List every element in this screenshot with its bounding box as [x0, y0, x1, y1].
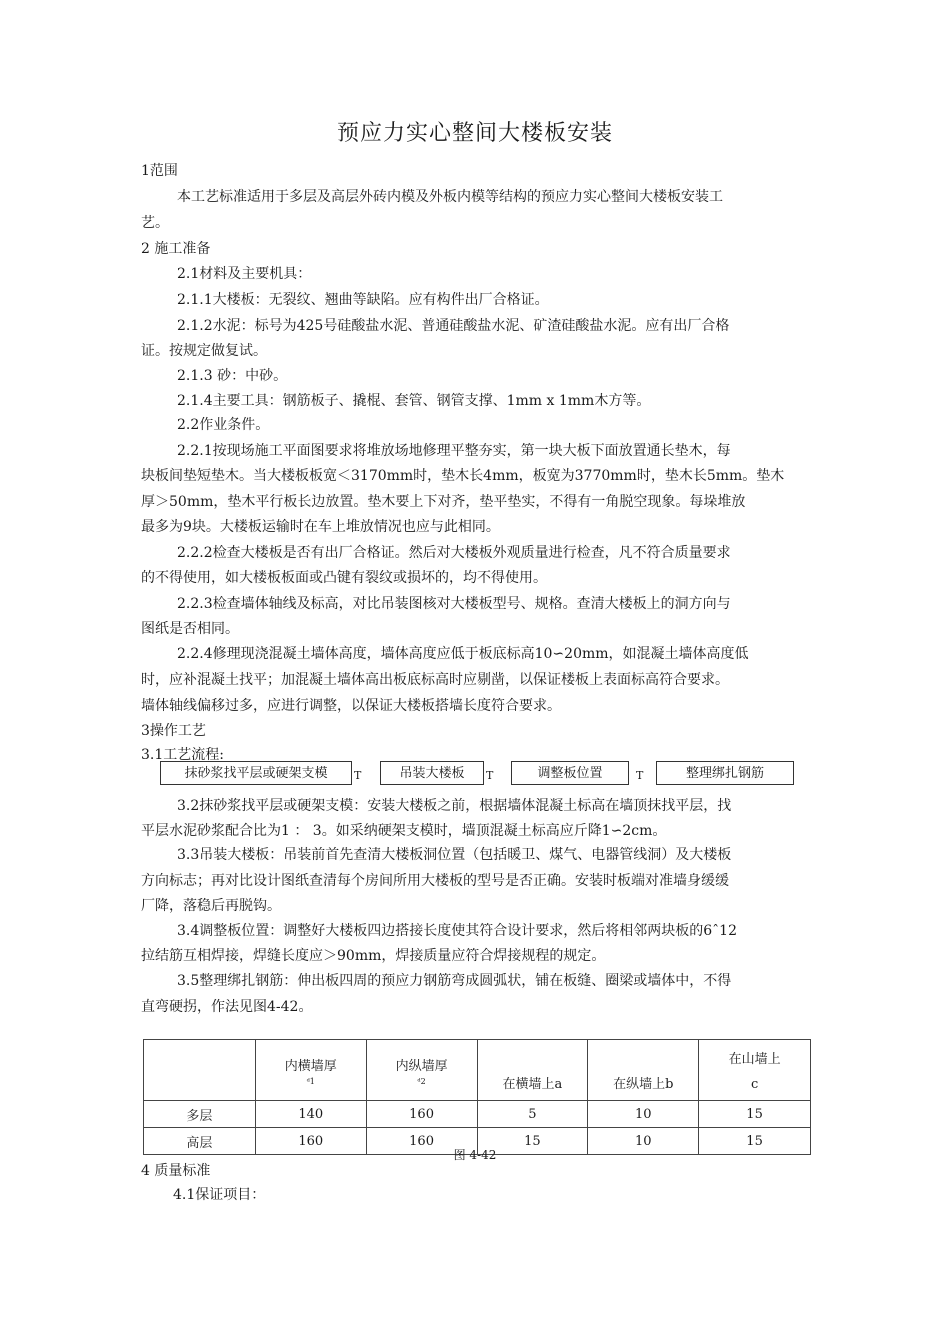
table-cell: 160 — [255, 1128, 366, 1155]
section-heading: 1范围 — [141, 163, 178, 179]
table-cell: 140 — [255, 1101, 366, 1128]
paragraph-line: 拉结筋互相焊接，焊缝长度应＞90mm，焊接质量应符合焊接规程的规定。 — [141, 948, 606, 964]
header-label: 内纵墙厚 — [395, 1058, 448, 1074]
table-cell: 160 — [366, 1101, 477, 1128]
flow-step: 调整板位置 — [511, 761, 629, 785]
header-label: 内横墙厚 — [284, 1058, 337, 1074]
header-subscript: ᵈ2 — [417, 1076, 426, 1086]
table-header-cell — [255, 1040, 366, 1101]
paragraph-line: 4.1保证项目： — [173, 1187, 266, 1203]
table-cell: 15 — [699, 1101, 811, 1128]
table-cell: 10 — [588, 1128, 699, 1155]
paragraph-line: 艺。 — [141, 215, 169, 231]
paragraph-line: 方向标志；再对比设计图纸查清每个房间所用大楼板的型号是否正确。安装时板端对准墙身缓缓 — [141, 873, 729, 889]
paragraph-line: 3.3吊装大楼板：吊装前首先查清大楼板洞位置（包括暖卫、煤气、电器管线洞）及大楼板 — [177, 847, 732, 863]
paragraph-line: 2.2.4修理现浇混凝土墙体高度，墙体高度应低于板底标高10∽20mm，如混凝土墙体高度低 — [177, 646, 749, 662]
paragraph-line: 2.1.2水泥：标号为425号硅酸盐水泥、普通硅酸盐水泥、矿渣硅酸盐水泥。应有出厂合格 — [177, 318, 730, 334]
page-title: 预应力实心整间大楼板安装 — [336, 121, 613, 146]
paragraph-line: 2.2作业条件。 — [177, 417, 270, 433]
paragraph-line: 厂降，落稳后再脱钩。 — [141, 898, 281, 914]
paragraph-line: 2.2.2检查大楼板是否有出厂合格证。然后对大楼板外观质量进行检查，凡不符合质量要求 — [177, 545, 731, 561]
paragraph-line: 最多为9块。大楼板运输时在车上堆放情况也应与此相同。 — [141, 519, 500, 535]
paragraph-line: 2.1.4主要工具：钢筋板子、撬棍、套管、钢管支撑、1mm x 1mm木方等。 — [177, 393, 651, 409]
section-heading: 4 质量标准 — [141, 1163, 211, 1179]
table-header-cell — [366, 1040, 477, 1101]
section-heading: 3操作工艺 — [141, 723, 206, 739]
header-label: 在纵墙上b — [613, 1077, 674, 1092]
paragraph-line: 本工艺标准适用于多层及高层外砖内模及外板内模等结构的预应力实心整间大楼板安装工 — [177, 189, 723, 205]
table-cell: 15 — [699, 1128, 811, 1155]
table-cell: 160 — [366, 1128, 477, 1155]
flow-step: 抹砂浆找平层或硬架支模 — [160, 761, 352, 785]
flow-step: 整理绑扎钢筋 — [656, 761, 794, 785]
paragraph-line: 2.1材料及主要机具： — [177, 266, 312, 282]
flow-step: 吊装大楼板 — [380, 761, 484, 785]
paragraph-line: 2.1.3 砂：中砂。 — [177, 368, 288, 384]
paragraph-line: 3.5整理绑扎钢筋：伸出板四周的预应力钢筋弯成圆弧状，铺在板缝、圈梁或墙体中，不得 — [177, 973, 732, 989]
paragraph-line: 墙体轴线偏移过多，应进行调整，以保证大楼板搭墙长度符合要求。 — [141, 698, 561, 714]
paragraph-line: 厚＞50mm，垫木平行板长边放置。垫木要上下对齐，垫平垫实，不得有一角脱空现象。每垛堆放 — [141, 494, 746, 510]
paragraph-line: 2.1.1大楼板：无裂纹、翘曲等缺陷。应有构件出厂合格证。 — [177, 292, 549, 308]
paragraph-line: 的不得使用，如大楼板板面或凸键有裂纹或损坏的，均不得使用。 — [141, 570, 547, 586]
table-cell: 10 — [588, 1101, 699, 1128]
header-subscript: ᵈ1 — [306, 1076, 315, 1086]
table-row — [144, 1101, 811, 1128]
paragraph-line: 2.2.1按现场施工平面图要求将堆放场地修理平整夯实，第一块大板下面放置通长垫木，每 — [177, 443, 731, 459]
table-cell: 高层 — [144, 1128, 256, 1155]
table-header-cell — [699, 1040, 811, 1101]
paragraph-line: 直弯硬拐，作法见图4-42。 — [141, 999, 313, 1015]
table-cell: 多层 — [144, 1101, 256, 1128]
flow-arrow-icon: T — [636, 769, 644, 782]
table-header-cell — [588, 1040, 699, 1101]
flow-arrow-icon: T — [486, 769, 494, 782]
header-label: 在横墙上a — [502, 1077, 563, 1092]
dimension-table — [143, 1039, 811, 1155]
paragraph-line: 3.1工艺流程: — [141, 747, 224, 763]
table-cell: 5 — [477, 1101, 588, 1128]
paragraph-line: 图纸是否相同。 — [141, 621, 239, 637]
flow-arrow-icon: T — [354, 769, 362, 782]
paragraph-line: 2.2.3检查墙体轴线及标高，对比吊装图核对大楼板型号、规格。查清大楼板上的洞方向与 — [177, 596, 731, 612]
paragraph-line: 证。按规定做复试。 — [141, 343, 267, 359]
section-heading: 2 施工准备 — [141, 241, 211, 257]
paragraph-line: 3.4调整板位置：调整好大楼板四边搭接长度使其符合设计要求，然后将相邻两块板的6ˆ12 — [177, 923, 737, 939]
paragraph-line: 3.2抹砂浆找平层或硬架支模：安装大楼板之前，根据墙体混凝土标高在墙顶抹找平层，找 — [177, 798, 732, 814]
paragraph-line: 时，应补混凝土找平；加混凝土墙体高出板底标高时应剔凿，以保证楼板上表面标高符合要求。 — [141, 672, 729, 688]
figure-caption: 图 4-42 — [453, 1148, 497, 1162]
table-header-cell — [144, 1040, 256, 1101]
table-header-cell — [477, 1040, 588, 1101]
paragraph-line: 块板间垫短垫木。当大楼板板宽＜3170mm时，垫木长4mm，板宽为3770mm时，垫木长5mm。垫木 — [141, 468, 785, 484]
paragraph-line: 平层水泥砂浆配合比为1 ： 3。如采纳硬架支模时，墙顶混凝土标高应斤降1∽2cm。 — [141, 823, 667, 839]
header-label: 在山墙上 — [728, 1052, 781, 1067]
table-header-row — [144, 1040, 811, 1101]
table-cell: 15 — [477, 1128, 588, 1155]
header-subscript: c — [750, 1077, 759, 1092]
